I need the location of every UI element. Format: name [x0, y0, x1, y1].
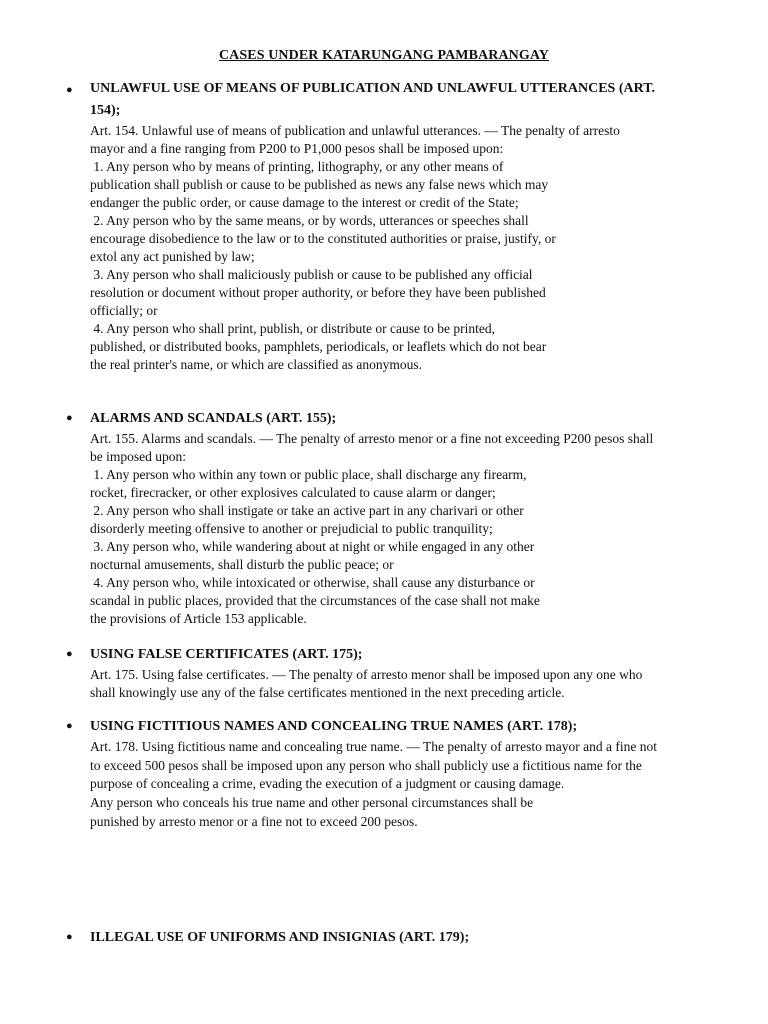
section-art-154	[66, 78, 746, 374]
body-line: Art. 178. Using fictitious name and concealing true name. — The penalty of arresto mayor and a fine not	[90, 739, 657, 754]
body-line: endanger the public order, or cause damage to the interest or credit of the State;	[90, 195, 519, 210]
body-line: the provisions of Article 153 applicable.	[90, 611, 307, 626]
bullet-icon: ●	[66, 720, 73, 732]
body-line: nocturnal amusements, shall disturb the public peace; or	[90, 557, 394, 572]
body-line: Art. 155. Alarms and scandals. — The penalty of arresto menor or a fine not exceeding P200 pesos shall	[90, 431, 654, 446]
section-heading: UNLAWFUL USE OF MEANS OF PUBLICATION AND UNLAWFUL UTTERANCES (ART. 154);	[90, 81, 656, 118]
body-line: Any person who conceals his true name and other personal circumstances shall be	[90, 795, 534, 811]
section-heading: USING FICTITIOUS NAMES AND CONCEALING TRUE NAMES (ART. 178);	[90, 719, 578, 734]
body-line: 1. Any person who within any town or public place, shall discharge any firearm,	[90, 467, 527, 482]
body-line: Art. 175. Using false certificates. — The penalty of arresto menor shall be imposed upon any one who	[90, 667, 643, 682]
section-heading: USING FALSE CERTIFICATES (ART. 175);	[90, 647, 363, 662]
body-line: be imposed upon:	[90, 449, 186, 464]
body-line: Art. 154. Unlawful use of means of publication and unlawful utterances. — The penalty of arresto	[90, 123, 620, 138]
section-heading: ALARMS AND SCANDALS (ART. 155);	[90, 411, 337, 426]
bullet-icon: ●	[66, 931, 73, 943]
body-line: 1. Any person who by means of printing, lithography, or any other means of	[90, 159, 504, 174]
section-art-179	[66, 927, 746, 949]
body-line: resolution or document without proper authority, or before they have been published	[90, 285, 546, 300]
body-line: rocket, firecracker, or other explosives calculated to cause alarm or danger;	[90, 485, 496, 500]
body-line: purpose of concealing a crime, evading the execution of a judgment or causing damage.	[90, 776, 565, 792]
bullet-icon: ●	[66, 648, 73, 660]
body-line: scandal in public places, provided that the circumstances of the case shall not make	[90, 593, 540, 608]
body-line: published, or distributed books, pamphlets, periodicals, or leaflets which do not bear	[90, 339, 547, 354]
body-line: to exceed 500 pesos shall be imposed upon any person who shall publicly use a fictitious name for the	[90, 757, 642, 773]
body-line: 3. Any person who shall maliciously publish or cause to be published any official	[90, 267, 533, 282]
document-title: CASES UNDER KATARUNGANG PAMBARANGAY	[218, 48, 550, 63]
section-art-178	[66, 716, 746, 832]
section-art-155	[66, 408, 746, 628]
body-line: 2. Any person who by the same means, or by words, utterances or speeches shall	[90, 213, 529, 228]
body-line: 2. Any person who shall instigate or take an active part in any charivari or other	[90, 503, 524, 518]
body-line: extol any act punished by law;	[90, 249, 255, 264]
body-line: 4. Any person who shall print, publish, or distribute or cause to be printed,	[90, 321, 495, 336]
section-heading: ILLEGAL USE OF UNIFORMS AND INSIGNIAS (ART. 179);	[90, 930, 470, 945]
bullet-icon: ●	[66, 84, 73, 96]
body-line: 3. Any person who, while wandering about at night or while engaged in any other	[90, 539, 535, 554]
body-line: shall knowingly use any of the false certificates mentioned in the next preceding article.	[90, 685, 565, 700]
body-line: disorderly meeting offensive to another or prejudicial to public tranquility;	[90, 521, 493, 536]
body-line: encourage disobedience to the law or to the constituted authorities or praise, justify, or	[90, 231, 556, 246]
body-line: officially; or	[90, 303, 158, 318]
body-line: mayor and a fine ranging from P200 to P1,000 pesos shall be imposed upon:	[90, 141, 504, 156]
bullet-icon: ●	[66, 412, 73, 424]
section-art-175	[66, 644, 746, 702]
body-line: the real printer's name, or which are classified as anonymous.	[90, 357, 422, 372]
body-line: punished by arresto menor or a fine not to exceed 200 pesos.	[90, 813, 418, 829]
body-line: 4. Any person who, while intoxicated or otherwise, shall cause any disturbance or	[90, 575, 535, 590]
body-line: publication shall publish or cause to be published as news any false news which may	[90, 177, 549, 192]
